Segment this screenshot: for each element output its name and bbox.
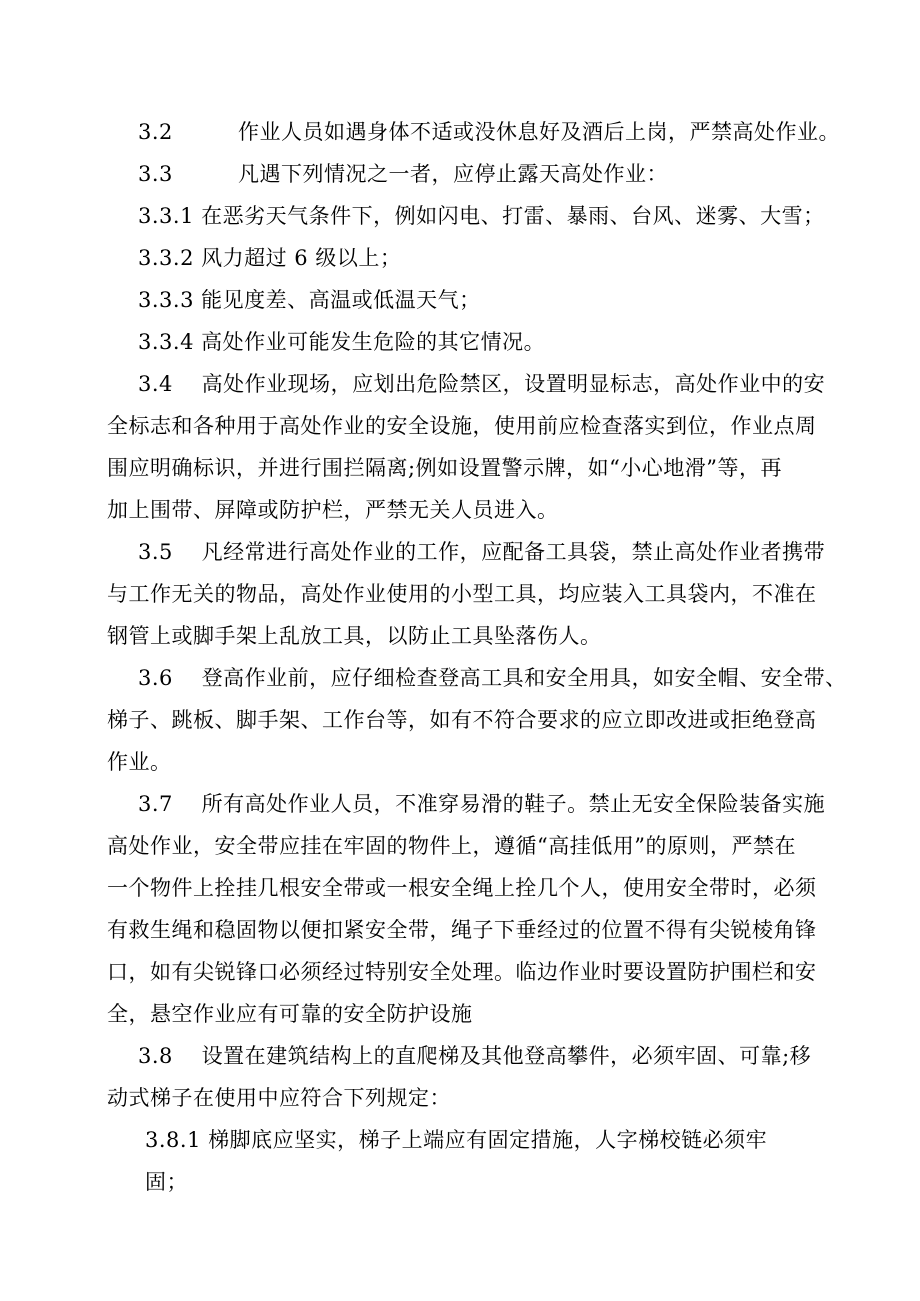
document-line: 3.5 凡经常进行高处作业的工作，应配备工具袋，禁止高处作业者携带 <box>138 540 826 564</box>
document-line: 3.3.4 高处作业可能发生危险的其它情况。 <box>138 330 546 354</box>
document-line: 3.8.1 梯脚底应坚实，梯子上端应有固定措施，人字梯校链必须牢 <box>145 1128 768 1152</box>
document-line: 3.3.1 在恶劣天气条件下，例如闪电、打雷、暴雨、台风、迷雾、大雪； <box>138 204 825 228</box>
document-line: 全，悬空作业应有可靠的安全防护设施 <box>107 1002 473 1026</box>
document-line: 与工作无关的物品，高处作业使用的小型工具，均应装入工具袋内，不准在 <box>107 582 817 606</box>
document-line: 全标志和各种用于高处作业的安全设施，使用前应检查落实到位，作业点周 <box>107 414 817 438</box>
document-line: 高处作业，安全带应挂在牢固的物件上，遵循“高挂低用”的原则，严禁在 <box>107 834 796 858</box>
document-line: 3.3.2 风力超过 6 级以上； <box>138 246 402 270</box>
document-line: 3.2 作业人员如遇身体不适或没休息好及酒后上岗，严禁高处作业。 <box>138 120 840 144</box>
document-line: 3.3 凡遇下列情况之一者，应停止露天高处作业： <box>138 162 668 186</box>
document-line: 3.4 高处作业现场，应划出危险禁区，设置明显标志，高处作业中的安 <box>138 372 826 396</box>
document-line: 动式梯子在使用中应符合下列规定： <box>107 1086 451 1110</box>
document-line: 口，如有尖锐锋口必须经过特别安全处理。临边作业时要设置防护围栏和安 <box>107 960 817 984</box>
document-line: 围应明确标识，并进行围拦隔离;例如设置警示牌，如“小心地滑”等，再 <box>107 456 783 480</box>
document-line: 有救生绳和稳固物以便扣紧安全带，绳子下垂经过的位置不得有尖锐棱角锋 <box>107 918 817 942</box>
document-line: 3.7 所有高处作业人员，不准穿易滑的鞋子。禁止无安全保险装备实施 <box>138 792 826 816</box>
document-line: 梯子、跳板、脚手架、工作台等，如有不符合要求的应立即改进或拒绝登高 <box>107 708 817 732</box>
document-line: 作业。 <box>107 750 172 774</box>
document-line: 钢管上或脚手架上乱放工具，以防止工具坠落伤人。 <box>107 624 602 648</box>
document-line: 一个物件上拴挂几根安全带或一根安全绳上拴几个人，使用安全带时，必须 <box>107 876 817 900</box>
document-line: 固； <box>145 1170 188 1194</box>
document-line: 3.6 登高作业前，应仔细检查登高工具和安全用具，如安全帽、安全带、 <box>138 666 847 690</box>
document-line: 3.8 设置在建筑结构上的直爬梯及其他登高攀件，必须牢固、可靠;移 <box>138 1044 812 1068</box>
document-line: 3.3.3 能见度差、高温或低温天气； <box>138 288 481 312</box>
document-line: 加上围带、屏障或防护栏，严禁无关人员进入。 <box>107 498 559 522</box>
